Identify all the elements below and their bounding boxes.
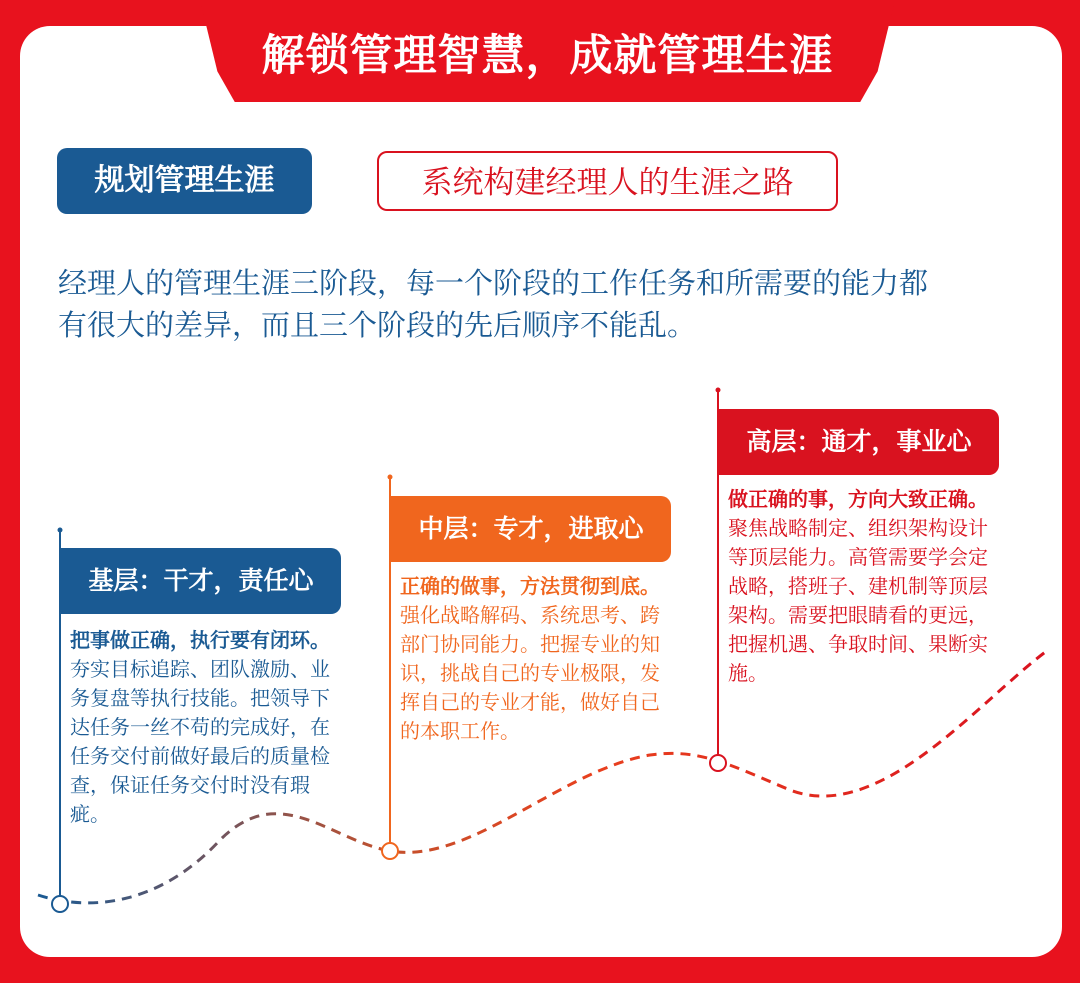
- stage-1-line: 任务交付前做好最后的质量检: [70, 744, 330, 768]
- stage-2-line: 部门协同能力。把握专业的知: [400, 632, 660, 656]
- stage-2-line: 识，挑战自己的专业极限，发: [400, 661, 660, 685]
- stage-3-line: 把握机遇、争取时间、果断实: [728, 632, 988, 656]
- page-title: 解锁管理智慧，成就管理生涯: [261, 31, 834, 81]
- stage-node-2: [382, 843, 398, 859]
- stage-1-description: [70, 626, 370, 829]
- intro-line-2: 有很大的差异，而且三个阶段的先后顺序不能乱。: [58, 308, 697, 342]
- stage-1-line: 查，保证任务交付时没有瑕: [70, 773, 310, 797]
- stage-2-description: [400, 572, 700, 746]
- intro-text: [58, 262, 1048, 346]
- stage-2-lead: 正确的做事，方法贯彻到底。: [400, 574, 660, 598]
- stage-3-title: 高层：通才，事业心: [719, 409, 999, 475]
- stage-3-line: 施。: [728, 661, 768, 685]
- stage-2-line: 强化战略解码、系统思考、跨: [400, 603, 660, 627]
- section-tag: 规划管理生涯: [57, 148, 312, 214]
- stage-1-line: 夯实目标追踪、团队激励、业: [70, 657, 330, 681]
- stage-3-line: 聚焦战略制定、组织架构设计: [728, 516, 988, 540]
- stage-2-line: 的本职工作。: [400, 719, 520, 743]
- stage-1-line: 务复盘等执行技能。把领导下: [70, 686, 330, 710]
- stage-1-title: 基层：干才，责任心: [61, 548, 341, 614]
- stage-3-description: [728, 485, 1038, 688]
- stage-1-line: 达任务一丝不苟的完成好，在: [70, 715, 330, 739]
- stage-2-line: 挥自己的专业才能，做好自己: [400, 690, 660, 714]
- stage-node-3: [710, 755, 726, 771]
- stage-1-line: 疵。: [70, 802, 110, 826]
- stage-3-lead: 做正确的事，方向大致正确。: [728, 487, 988, 511]
- section-subtitle: 系统构建经理人的生涯之路: [377, 151, 838, 211]
- stage-2-title: 中层：专才，进取心: [391, 496, 671, 562]
- intro-line-1: 经理人的管理生涯三阶段，每一个阶段的工作任务和所需要的能力都: [58, 266, 929, 300]
- stage-3-line: 战略，搭班子、建机制等顶层: [728, 574, 988, 598]
- stage-node-1: [52, 896, 68, 912]
- stage-3-line: 架构。需要把眼睛看的更远，: [728, 603, 988, 627]
- stage-1-lead: 把事做正确，执行要有闭环。: [70, 628, 330, 652]
- stage-3-line: 等顶层能力。高管需要学会定: [728, 545, 988, 569]
